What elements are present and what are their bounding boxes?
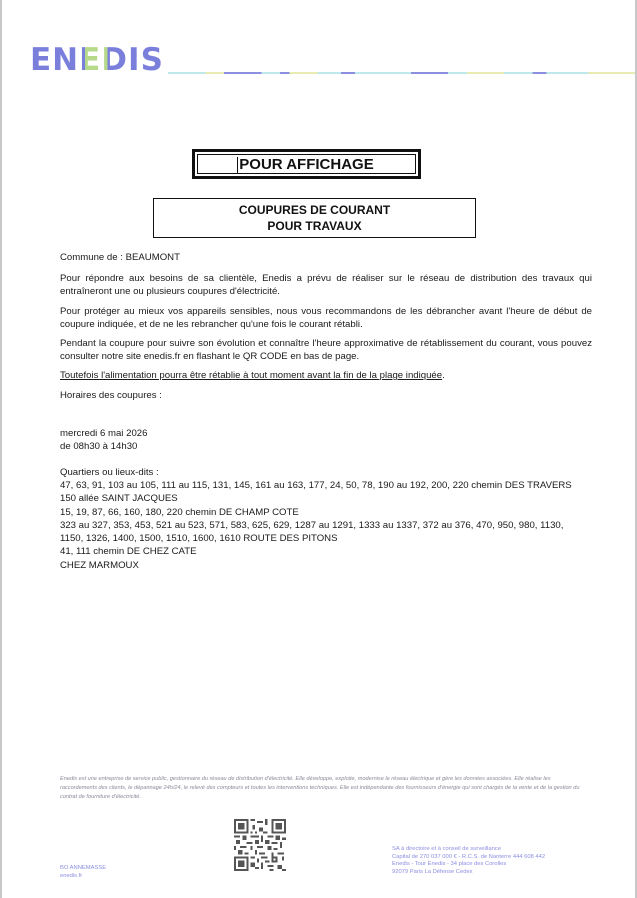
quartier-item: 15, 19, 87, 66, 160, 180, 220 chemin DE CHAMP COTE <box>60 506 299 518</box>
warning-period: . <box>442 370 445 381</box>
company-type: SA à directoire et à conseil de surveillance <box>392 846 501 852</box>
tracking-paragraph: Pendant la coupure pour suivre son évolution et connaître l'heure approximative de rétablissement du courant, vous pouvez consulter notre site enedis.fr en flashant le QR CODE en bas de page. <box>60 338 592 363</box>
outage-time-range: de 08h30 à 14h30 <box>60 441 138 452</box>
company-capital: Capital de 270 037 000 € - R.C.S. de Nanterre 444 608 442 <box>392 853 546 860</box>
quartier-item: 47, 63, 91, 103 au 105, 111 au 115, 131, 145, 161 au 163, 177, 24, 50, 78, 190 au 192, 200, 220 chemin DES TRAVERS <box>60 480 572 491</box>
footer-legal-notice: Enedis est une entreprise de service public, gestionnaire du réseau de distribution d'électricité. Elle développe, exploite, modernise le réseau électrique et gère les données associées. Elle réalise les raccordements des clients, le dépannage 24h/24, le relevé des compteurs et toutes les interventions techniques. Elle est indépendante des fournisseurs d'énergie qui sont chargés de la vente et de la gestion du contrat de fourniture d'électricité. <box>60 776 580 800</box>
coupures-title-box <box>153 198 476 238</box>
footer-agency <box>60 864 106 880</box>
quartier-item: 41, 111 chemin DE CHEZ CATE <box>60 546 197 558</box>
horaires-label: Horaires des coupures : <box>60 390 162 401</box>
outage-date: mercredi 6 mai 2026 <box>60 428 148 439</box>
quartier-item: CHEZ MARMOUX <box>60 559 139 571</box>
quartier-item: 323 au 327, 353, 453, 521 au 523, 571, 583, 625, 629, 1287 au 1291, 1333 au 1337, 372 au 376, 470, 950, 980, 1130, <box>60 519 564 531</box>
pour-affichage-title: POUR AFFICHAGE <box>239 155 374 173</box>
company-address-line1: Enedis - Tour Enedis - 34 place des Corolles <box>392 861 507 867</box>
header-decorative-line <box>168 72 635 74</box>
warning-text: Toutefois l'alimentation pourra être rétablie à tout moment avant la fin de la plage indiquée <box>60 370 443 381</box>
enedis-logo-text: ENEDIS <box>30 42 164 78</box>
intro-paragraph: Pour répondre aux besoins de sa clientèle, Enedis a prévu de réaliser sur le réseau de distribution des travaux qui entraîneront une ou plusieurs coupures d'électricité. <box>60 273 592 298</box>
quartiers-list <box>60 479 620 572</box>
commune-line: Commune de : BEAUMONT <box>60 252 180 263</box>
qr-code[interactable] <box>234 819 286 871</box>
enedis-logo <box>30 44 164 76</box>
pour-affichage-box <box>192 149 421 179</box>
company-address-line2: 92079 Paris La Défense Cedex <box>392 868 473 875</box>
agency-name: BO ANNEMASSE <box>60 865 107 871</box>
coupures-title-line1: COUPURES DE COURANT <box>238 203 391 217</box>
quartiers-label: Quartiers ou lieux-dits : <box>60 467 159 478</box>
warning-paragraph <box>60 369 592 382</box>
quartier-item: 150 allée SAINT JACQUES <box>60 493 178 505</box>
page-edge-left <box>0 0 2 898</box>
recommendation-paragraph: Pour protéger au mieux vos appareils sensibles, nous vous recommandons de les débrancher avant l'heure de début de coupure indiquée, et de ne les rebrancher qu'une fois le courant rétabli. <box>60 306 592 331</box>
quartier-item: 1150, 1326, 1400, 1500, 1510, 1600, 1610 ROUTE DES PITONS <box>60 533 338 545</box>
coupures-title-line2: POUR TRAVAUX <box>267 218 362 233</box>
website-link[interactable]: enedis.fr <box>60 873 83 879</box>
footer-company-info <box>392 846 545 876</box>
